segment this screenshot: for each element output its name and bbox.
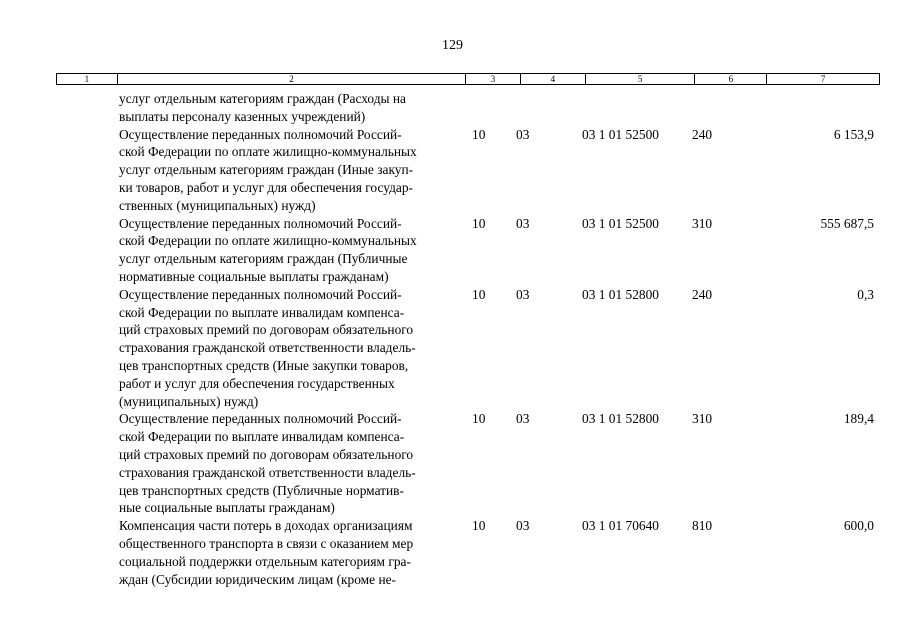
row-amount: 6 153,9	[833, 126, 874, 142]
column-header-1: 1	[84, 74, 90, 84]
row-section: 10	[472, 126, 486, 142]
row-subsection: 03	[516, 518, 530, 534]
row-amount: 600,0	[843, 518, 874, 534]
row-description: Осуществление переданных полномочий Россий- ской Федерации по оплате жилищно-коммунальных услуг отдельным категориям граждан (Иные закуп- ки товаров, работ и услуг для обеспечения государ- ственных (муниципальных) нужд)	[119, 126, 417, 213]
column-header-4: 4	[520, 74, 585, 84]
row-target-code: 03 1 01 52500	[582, 126, 659, 142]
table-row	[0, 90, 905, 126]
row-amount: 0,3	[857, 286, 874, 302]
row-subsection: 03	[516, 126, 530, 142]
row-expense-type: 240	[692, 126, 713, 142]
column-header-7: 7	[766, 74, 879, 84]
row-subsection: 03	[516, 286, 530, 302]
row-description: услуг отдельным категориям граждан (Расходы на выплаты персоналу казенных учреждений)	[119, 91, 407, 124]
row-description: Осуществление переданных полномочий Россий- ской Федерации по оплате жилищно-коммунальных услуг отдельным категориям граждан (Публичные нормативные социальные выплаты гражданам)	[119, 215, 417, 284]
row-description: Осуществление переданных полномочий Россий- ской Федерации по выплате инвалидам компенса- ций страховых премий по договорам обязательного страхования гражданской ответственности владель- цев транспортных средств (Иные закупки товаров, работ и услуг для обеспечения государственных (муниципальных) нужд)	[119, 286, 416, 409]
row-section: 10	[472, 411, 486, 427]
column-header-row	[56, 73, 880, 85]
row-section: 10	[472, 518, 486, 534]
table-row	[0, 126, 905, 215]
row-subsection: 03	[516, 411, 530, 427]
column-header-5: 5	[585, 74, 695, 84]
row-target-code: 03 1 01 52800	[582, 286, 659, 302]
row-target-code: 03 1 01 52800	[582, 411, 659, 427]
row-target-code: 03 1 01 70640	[582, 518, 659, 534]
row-expense-type: 310	[692, 215, 713, 231]
row-target-code: 03 1 01 52500	[582, 215, 659, 231]
column-header-2: 2	[117, 74, 465, 84]
table-body	[0, 90, 905, 588]
row-subsection: 03	[516, 215, 530, 231]
row-description: Осуществление переданных полномочий Россий- ской Федерации по выплате инвалидам компенса- ций страховых премий по договорам обязательного страхования гражданской ответственности владель- цев транспортных средств (Публичные норматив- ные социальные выплаты гражданам)	[119, 411, 416, 516]
table-row	[0, 517, 905, 588]
row-amount: 189,4	[843, 411, 874, 427]
row-description: Компенсация части потерь в доходах организациям общественного транспорта в связи с оказанием мер социальной поддержки отдельным категориям гра- ждан (Субсидии юридическим лицам (кроме не-	[119, 518, 414, 587]
row-section: 10	[472, 286, 486, 302]
table-row	[0, 286, 905, 411]
page-number: 129	[442, 38, 463, 53]
table-row	[0, 215, 905, 286]
row-expense-type: 810	[692, 518, 713, 534]
row-amount: 555 687,5	[820, 215, 874, 231]
table-row	[0, 410, 905, 517]
column-header-6: 6	[694, 74, 766, 84]
row-section: 10	[472, 215, 486, 231]
row-expense-type: 240	[692, 286, 713, 302]
column-header-3: 3	[465, 74, 520, 84]
row-expense-type: 310	[692, 411, 713, 427]
